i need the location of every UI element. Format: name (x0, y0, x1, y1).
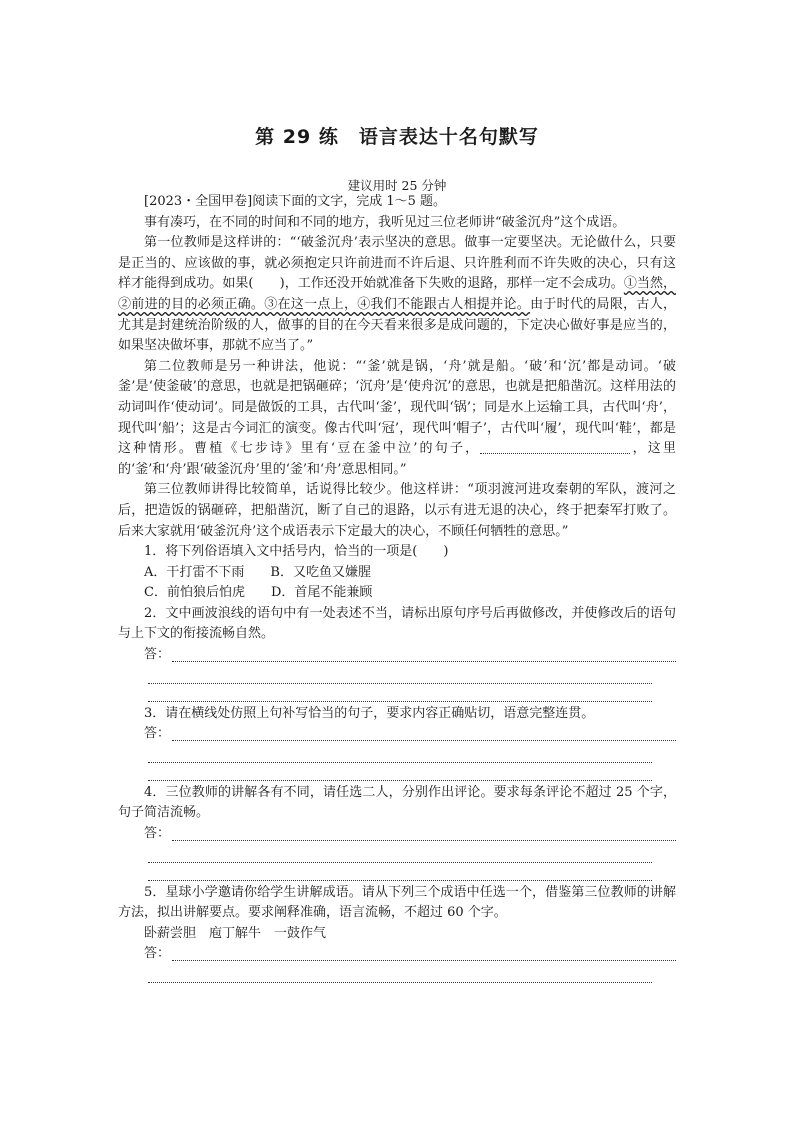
time-suggestion: 建议用时 25 分钟 (347, 178, 447, 193)
question-1: 1．将下列俗语填入文中括号内，恰当的一项是( ) (144, 544, 449, 560)
question-1-options-cd: C．前怕狼后怕虎 D．首尾不能兼顾 (144, 585, 373, 601)
passage-paragraph-3 (118, 357, 676, 481)
paragraph-3-text-end: ，这里的‘釜’和‘舟’跟‘破釜沉舟’里的‘釜’和‘舟’意思相同。” (118, 441, 676, 477)
answer-line[interactable] (172, 661, 676, 662)
answer-label: 答： (144, 647, 171, 663)
question-5: 5．星球小学邀请你给学生讲解成语。请从下列三个成语中任选一个，借鉴第三位教师的讲解方法，拟出讲解要点。要求阐释准确，语言流畅，不超过 60 个字。 (118, 884, 676, 921)
answer-label: 答： (144, 946, 171, 962)
answer-row[interactable] (118, 824, 676, 845)
answer-row[interactable] (118, 944, 676, 965)
answer-row[interactable] (118, 645, 676, 666)
idiom-choices: 卧薪尝胆 庖丁解牛 一鼓作气 (144, 925, 327, 941)
paragraph-2-text: 第一位教师是这样讲的：“‘破釜沉舟’表示坚决的意思。做事一定要坚决。无论做什么，只要是正当的、应该做的事，就必须抱定只许前进而不许后退、只许胜利而不许失败的决心，只有这样才能得到成功。如果( )，工作还没开始就准备下失败的退路，那样一定不会成功。 (118, 235, 676, 292)
question-2: 2．文中画波浪线的语句中有一处表述不当，请标出原句序号后再做修改，并使修改后的语句与上下文的衔接流畅自然。 (118, 605, 676, 642)
answer-line[interactable] (148, 863, 652, 881)
page-title: 第 29 练 语言表达十名句默写 (255, 126, 539, 148)
wavy-underlined-sentence: ①当然，②前进的目的必须正确。③在这一点上，④我们不能跟古人相提并论。 (118, 276, 676, 312)
answer-line[interactable] (148, 965, 652, 983)
answer-line[interactable] (148, 684, 652, 702)
passage-paragraph-1: 事有凑巧，在不同的时间和不同的地方，我听见过三位老师讲“破釜沉舟”这个成语。 (144, 214, 626, 230)
passage-paragraph-2 (118, 233, 676, 357)
answer-line[interactable] (148, 745, 652, 763)
answer-line[interactable] (172, 740, 676, 741)
answer-label: 答： (144, 826, 171, 842)
passage-paragraph-4: 第三位教师讲得比较简单，话说得比较少。他这样讲：“项羽渡河进攻秦朝的军队，渡河之后，把造饭的锅砸碎，把船凿沉，断了自己的退路，以示有进无退的决心，终于把秦军打败了。后来大家就用‘破釜沉舟’这个成语表示下定最大的决心，不顾任何牺牲的意思。” (118, 482, 676, 539)
answer-line[interactable] (148, 666, 652, 684)
answer-line[interactable] (172, 840, 676, 841)
answer-line[interactable] (172, 960, 676, 961)
intro-line: [2023・全国甲卷]阅读下面的文字，完成 1～5 题。 (144, 194, 447, 209)
question-1-options-ab: A．干打雷不下雨 B．又吃鱼又嫌腥 (144, 564, 371, 580)
answer-line[interactable] (148, 763, 652, 781)
paragraph-2-text-end: 由于时代的局限，古人，尤其是封建统治阶级的人，做事的目的在今天看来很多是成问题的，下定决心做好事是应当的，如果坚决做坏事，那就不应当了。” (118, 296, 676, 354)
answer-line[interactable] (148, 845, 652, 863)
answer-row[interactable] (118, 724, 676, 745)
question-3: 3．请在横线处仿照上句补写恰当的句子，要求内容正确贴切，语意完整连贯。 (144, 705, 595, 721)
fill-in-blank[interactable] (480, 439, 630, 454)
paragraph-3-text: 第二位教师是另一种讲法，他说：“‘釜’就是锅，‘舟’就是船。‘破’和‘沉’都是动词。‘破釜’是‘使釜破’的意思，也就是把锅砸碎；‘沉舟’是‘使舟沉’的意思，也就是把船凿沉。这样用法的动词叫作‘使动词’。同是做饭的工具，古代叫‘釜’，现代叫‘锅’；同是水上运输工具，古代叫‘舟’，现代叫‘船’；这是古今词汇的演变。像古代叫‘冠’，现代叫‘帽子’，古代叫‘履’，现代叫‘鞋’，都是这种情形。曹植《七步诗》里有‘豆在釜中泣’的句子， (118, 358, 676, 457)
worksheet-body (118, 192, 676, 983)
answer-label: 答： (144, 726, 171, 742)
question-4: 4．三位教师的讲解各有不同，请任选二人，分别作出评论。要求每条评论不超过 25 个字，句子简洁流畅。 (118, 784, 676, 821)
